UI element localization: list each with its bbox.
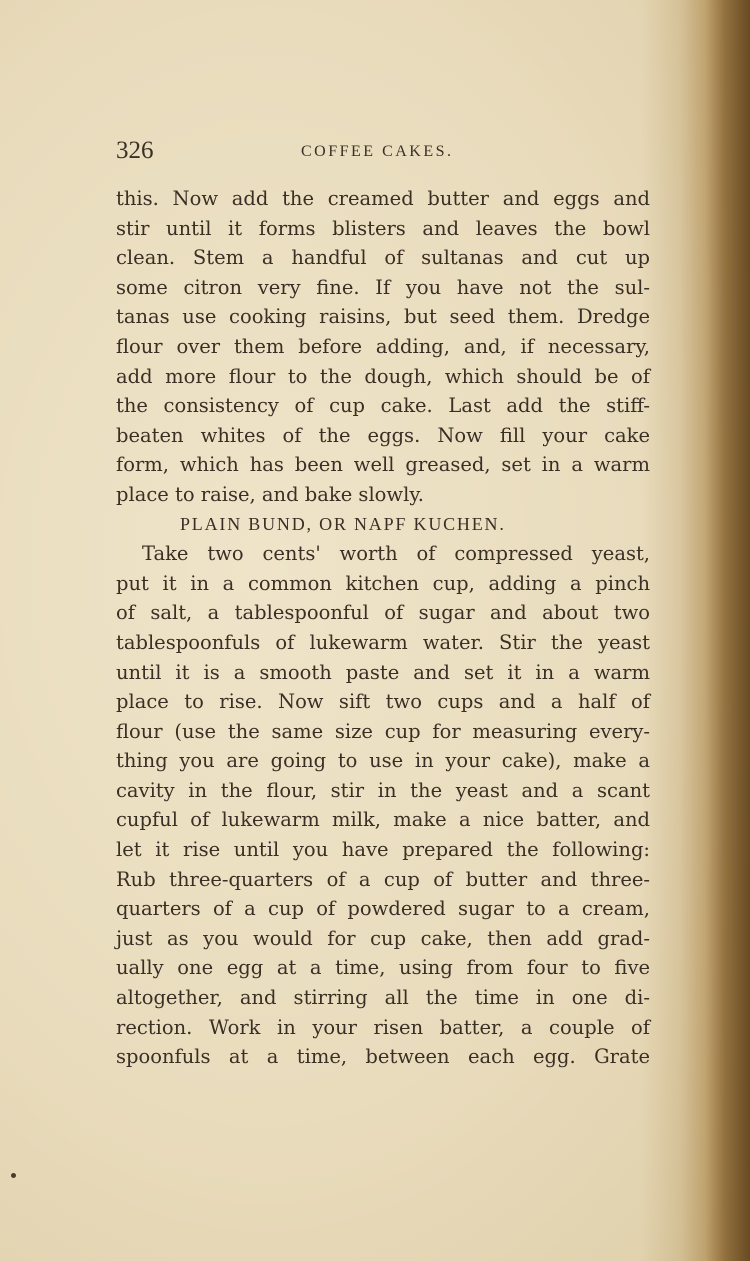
text-line: put it in a common kitchen cup, adding a pinch <box>116 571 650 595</box>
body-text <box>116 184 650 1072</box>
text-line: of salt, a tablespoonful of sugar and about two <box>116 601 650 625</box>
text-line: the consistency of cup cake. Last add the stiff- <box>116 394 650 418</box>
text-line: this. Now add the creamed butter and eggs and <box>116 187 650 210</box>
text-line: quarters of a cup of powdered sugar to a cream, <box>116 897 650 921</box>
text-line: flour over them before adding, and, if necessary, <box>116 334 650 358</box>
text-line: flour (use the same size cup for measuring every- <box>116 719 650 743</box>
text-line: ually one egg at a time, using from four to five <box>116 956 650 980</box>
text-line: form, which has been well greased, set in a warm <box>116 453 650 477</box>
text-line: cavity in the flour, stir in the yeast and a scant <box>116 778 650 802</box>
text-line: cupful of lukewarm milk, make a nice batter, and <box>116 808 650 832</box>
text-line: place to raise, and bake slowly. <box>116 482 424 506</box>
text-line: altogether, and stirring all the time in one di- <box>116 986 650 1010</box>
text-line: some citron very fine. If you have not the sul- <box>116 275 650 299</box>
running-head <box>116 137 636 167</box>
page-number: 326 <box>116 137 154 164</box>
text-line: thing you are going to use in your cake), make a <box>116 749 650 773</box>
running-head-title: COFFEE CAKES. <box>301 143 454 160</box>
text-line: just as you would for cup cake, then add grad- <box>116 926 650 950</box>
text-line: Rub three-quarters of a cup of butter and three- <box>116 867 650 891</box>
paper-speck <box>11 1173 16 1178</box>
text-line: spoonfuls at a time, between each egg. Grate <box>116 1045 650 1069</box>
text-line: add more flour to the dough, which should be of <box>116 364 650 388</box>
text-line: let it rise until you have prepared the following: <box>116 838 650 862</box>
text-line: tablespoonfuls of lukewarm water. Stir the yeast <box>116 630 650 654</box>
text-line: rection. Work in your risen batter, a couple of <box>116 1015 650 1039</box>
text-line: stir until it forms blisters and leaves the bowl <box>116 216 650 240</box>
text-line: tanas use cooking raisins, but seed them. Dredge <box>116 305 650 329</box>
section-heading: PLAIN BUND, OR NAPF KUCHEN. <box>180 513 506 534</box>
text-line: clean. Stem a handful of sultanas and cut up <box>116 246 650 270</box>
text-line: beaten whites of the eggs. Now fill your cake <box>116 423 650 447</box>
text-line: place to rise. Now sift two cups and a half of <box>116 690 650 714</box>
text-line: until it is a smooth paste and set it in a warm <box>116 660 650 684</box>
text-line: Take two cents' worth of compressed yeast, <box>142 542 650 566</box>
